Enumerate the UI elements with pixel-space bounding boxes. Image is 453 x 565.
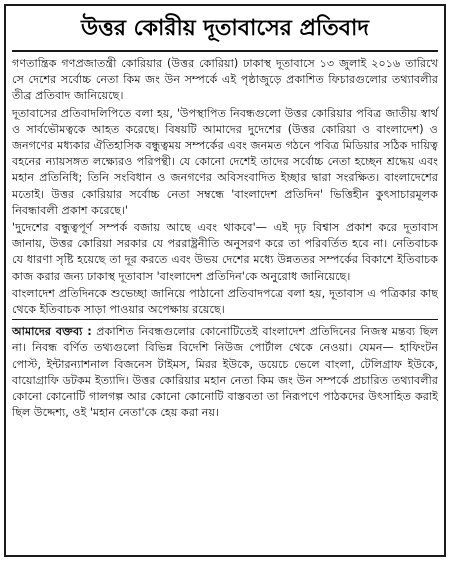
comment-text: প্রকাশিত নিবন্ধগুলোর কোনোটিতেই বাংলাদেশ প্রতিদিনের নিজস্ব মন্তব্য ছিল না। নিবন্ধ বর্ণিত তথ্যগুলো বিভিন্ন বিদেশি নিউজ পোর্টাল থেকে নেওয়া। যেমন— হাফিংটন পোস্ট, ইন্টারন্যাশনাল বিজনেস টাইমস, মিরর ইউকে, ডয়েচে ভেলে বাংলা, টেলিগ্রাফ ইউকে, বায়োগ্রাফি ডটকম ইত্যাদি। উত্তর কোরিয়ার মহান নেতা কিম জং উন সম্পর্কে প্রচারিত তথ্যাবলীর কোনো কোনোটি গালগল্প আর কোনো কোনোটি বাস্তবতা তা নিরূপণে পাঠকদের উৎসাহিত করাই ছিল উদ্দেশ্য, ওই 'মহান নেতা'কে হেয় করা নয়। — [12, 325, 438, 420]
article-body — [12, 56, 438, 421]
news-clipping — [4, 4, 446, 557]
headline: উত্তর কোরীয় দূতাবাসের প্রতিবাদ — [12, 12, 438, 52]
paragraph-intro: গণতান্ত্রিক গণপ্রজাতন্ত্রী কোরিয়ার (উত্তর কোরিয়া) ঢাকাস্থ দূতাবাসে ১৩ জুলাই ২০১৬ তারিখে সে দেশের সর্বোচ্চ নেতা কিম জং উন সম্পর্কে এই পৃষ্ঠাজুড়ে প্রকাশিত ফিচারগুলোর তথ্যাবলীর তীব্র প্রতিবাদ জানিয়েছে। — [12, 57, 438, 103]
editorial-comment — [12, 319, 438, 421]
paragraph-relations: 'দুদেশের বন্ধুত্বপূর্ণ সম্পর্ক বজায় আছে এবং থাকবে'— এই দৃঢ় বিশ্বাস প্রকাশ করে দূতাবাস জানায়, উত্তর কোরিয়া সরকার যে পররাষ্ট্রনীতি অনুসরণ করে তা পরিবর্তিত হবে না। নেতিবাচক যে ধারণা সৃষ্টি হয়েছে তা দূর করতে এবং উভয় দেশের মধ্যে উন্নততর সম্পর্কের বিকাশে ইতিবাচক কাজ করার জন্য ঢাকাস্থ দূতাবাস 'বাংলাদেশ প্রতিদিন'কে অনুরোধ জানিয়েছে। — [12, 221, 438, 283]
comment-label: আমাদের বক্তব্য : — [12, 325, 92, 339]
paragraph-protest-note: দূতাবাসের প্রতিবাদলিপিতে বলা হয়, 'উপস্থাপিত নিবন্ধগুলো উত্তর কোরিয়ার পবিত্র জাতীয় স্বার্থ ও সার্বভৌমত্বকে আহত করেছে। বিষয়টি আমাদের দুদেশের (উত্তর কোরিয়া ও বাংলাদেশ) ও জনগণের মধ্যকার ঐতিহাসিক বন্ধুত্বময় সম্পর্কের এবং জনমত গঠনে পবিত্র মিডিয়ার সঠিক দায়িত্ব বহনের ন্যায়সঙ্গত লক্ষ্যেরও পরিপন্থী। যে কোনো দেশেই তাদের সর্বোচ্চ নেতা হচ্ছেন শ্রদ্ধেয় এবং মহান প্রতিনিধি; তিনি সংবিধান ও জনগণের অবিসংবাদিত ইচ্ছার দ্বারা সংরক্ষিত। বাংলাদেশের মতোই। উত্তর কোরিয়ার সর্বোচ্চ নেতা সম্বন্ধে 'বাংলাদেশ প্রতিদিন' ভিত্তিহীন কুৎসাচারমূলক নিবন্ধাবলী প্রকাশ করেছে।' — [12, 106, 438, 217]
paragraph-response: বাংলাদেশ প্রতিদিনকে শুভেচ্ছা জানিয়ে পাঠানো প্রতিবাদপত্রে বলা হয়, দূতাবাস এ পত্রিকার কাছ থেকে ইতিবাচক সাড়া পাওয়ার অপেক্ষায় রয়েছে। — [12, 286, 438, 317]
